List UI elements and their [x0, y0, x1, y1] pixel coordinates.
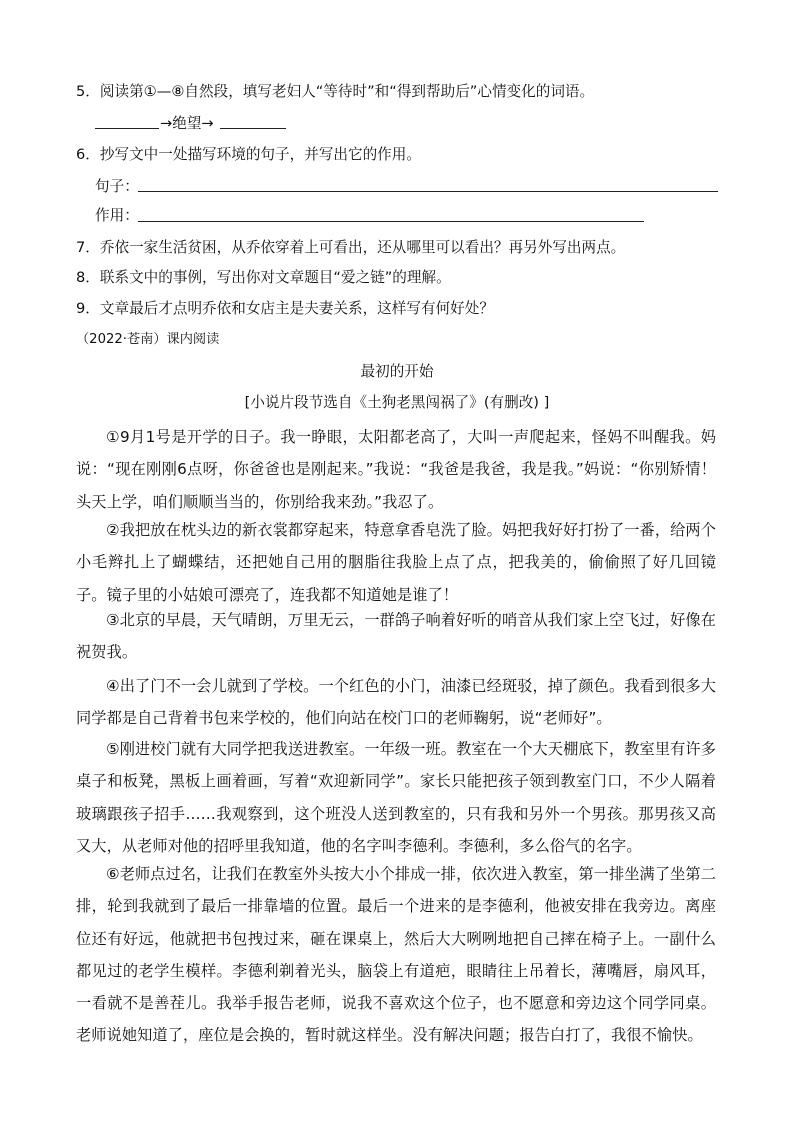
- answer-blank-5a[interactable]: [95, 128, 159, 129]
- q6-sentence-blank[interactable]: [138, 191, 718, 192]
- paragraph-4: ④出了门不一会儿就到了学校。一个红色的小门，油漆已经斑驳，掉了颜色。我看到很多大同学都是自己背着书包来学校的，他们向站在校门口的老师鞠躬，说“老师好”。: [76, 677, 716, 728]
- article-subtitle: [小说片段节选自《土狗老黑闯祸了》(有删改) ]: [244, 394, 550, 411]
- q5-middle-text: →绝望→: [160, 115, 214, 132]
- paragraph-2: ②我把放在枕头边的新衣裳都穿起来，特意拿香皂洗了脸。妈把我好好打扮了一番，给两个小毛辫扎上了蝴蝶结，还把她自己用的胭脂往我脸上点了点，把我美的，偷偷照了好几回镜子。镜子里的小姑娘可漂亮了，连我都不知道她是谁了！: [76, 521, 716, 604]
- q6-effect-label: 作用：: [95, 207, 139, 224]
- question-7: 7．乔依一家生活贫困，从乔依穿着上可看出，还从哪里可以看出？再另外写出两点。: [76, 239, 626, 256]
- question-8: 8．联系文中的事例，写出你对文章题目“爱之链”的理解。: [76, 269, 451, 286]
- question-6: 6．抄写文中一处描写环境的句子，并写出它的作用。: [76, 146, 421, 163]
- paragraph-6: ⑥老师点过名，让我们在教室外头按大小个排成一排，依次进入教室，第一排坐满了坐第二排，轮到我就到了最后一排靠墙的位置。最后一个进来的是李德利，他被安排在我旁边。离座位还有好远，他就把书包拽过来，砸在课桌上，然后大大咧咧地把自己摔在椅子上。一副什么都见过的老学生模样。李德利剃着光头，脑袋上有道疤，眼睛往上吊着长，薄嘴唇，扇风耳，一看就不是善茬儿。我举手报告老师，说我不喜欢这个位子，也不愿意和旁边这个同学同桌。老师说她知道了，座位是会换的，暂时就这样坐。没有解决问题；报告白打了，我很不愉快。: [76, 865, 716, 1045]
- paragraph-5: ⑤刚进校门就有大同学把我送进教室。一年级一班。教室在一个大天棚底下，教室里有许多桌子和板凳，黑板上画着画，写着“欢迎新同学”。家长只能把孩子领到教室门口，不少人隔着玻璃跟孩子招手……我观察到，这个班没人送到教室的，只有我和另外一个男孩。那男孩又高又大，从老师对他的招呼里我知道，他的名字叫李德利。李德利，多么俗气的名字。: [76, 740, 716, 855]
- q6-sentence-label: 句子：: [95, 178, 139, 195]
- article-title: 最初的开始: [360, 363, 434, 380]
- section-source: （2022·苍南）课内阅读: [76, 332, 220, 347]
- paragraph-3: ③北京的早晨，天气晴朗，万里无云，一群鸽子响着好听的哨音从我们家上空飞过，好像在祝贺我。: [76, 611, 716, 662]
- question-9: 9．文章最后才点明乔依和女店主是夫妻关系，这样写有何好处？: [76, 300, 494, 317]
- q6-effect-blank[interactable]: [138, 221, 644, 222]
- question-5: 5．阅读第①—⑧自然段，填写老妇人“等待时”和“得到帮助后”心情变化的词语。: [76, 83, 595, 100]
- answer-blank-5b[interactable]: [220, 128, 286, 129]
- paragraph-1: ①9月1号是开学的日子。我一睁眼，太阳都老高了，大叫一声爬起来，怪妈不叫醒我。妈说：“现在刚刚6点呀，你爸爸也是刚起来。”我说：“我爸是我爸，我是我。”妈说：“你别矫情！头天上学，咱们顺顺当当的，你别给我来劲。”我忍了。: [76, 428, 716, 511]
